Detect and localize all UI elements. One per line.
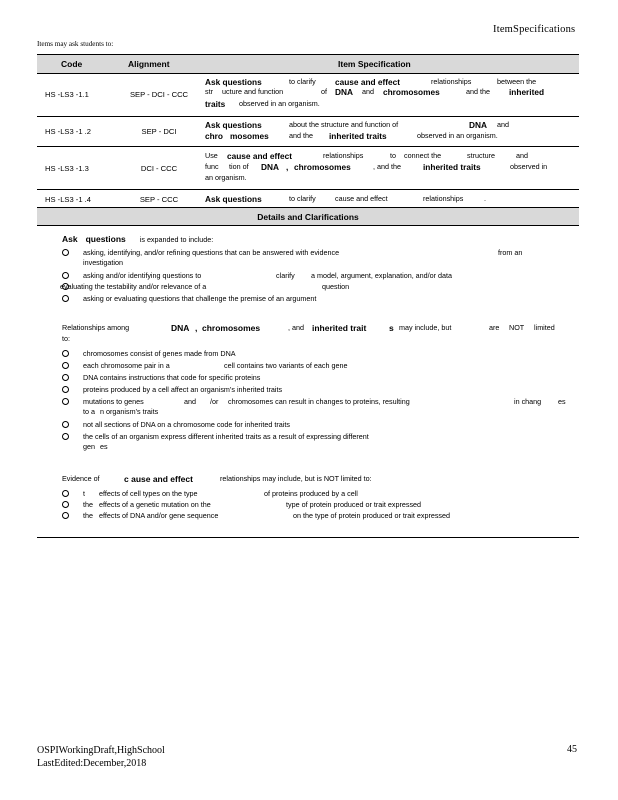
- lead-text: relationships may include, but is NOT limited to:: [220, 474, 372, 483]
- spec-text: observed in an organism.: [417, 131, 498, 140]
- spec-text: tion of: [229, 162, 249, 171]
- lead-text: questions: [85, 234, 126, 244]
- circle-bullet-icon: [62, 272, 69, 279]
- page-header-title: ItemSpecifications: [493, 24, 576, 35]
- list-item-text: asking, identifying, and/or refining questions that can be answered with evidence: [83, 248, 340, 257]
- spec-text: observed in an organism.: [239, 99, 320, 108]
- list-item-text: es: [558, 397, 566, 406]
- lead-text: s: [389, 323, 394, 333]
- list-item-text: clarify: [276, 271, 295, 280]
- spec-text: cause and effect: [335, 194, 388, 203]
- row-divider: [37, 189, 579, 190]
- spec-text: relationships: [431, 77, 472, 86]
- list-item-text: type of protein produced or trait expressed: [286, 500, 422, 509]
- spec-text: to: [390, 151, 396, 160]
- footer-line-2: LastEdited:December,2018: [37, 758, 147, 769]
- lead-text: are: [489, 323, 500, 332]
- spec-text: Ask questions: [205, 77, 262, 87]
- list-item-text: mutations to genes: [83, 397, 144, 406]
- circle-bullet-icon: [62, 501, 69, 508]
- list-item-text: on the type of protein produced or trait expressed: [293, 511, 451, 520]
- circle-bullet-icon: [62, 295, 69, 302]
- lead-text: is expanded to include:: [139, 235, 214, 244]
- circle-bullet-icon: [62, 362, 69, 369]
- circle-bullet-icon: [62, 512, 69, 519]
- list-item-text: the: [83, 500, 93, 509]
- list-item-text: of proteins produced by a cell: [264, 489, 358, 498]
- list-item-text: asking or evaluating questions that challenge the premise of an argument: [83, 294, 317, 303]
- list-item-text: asking and/or identifying questions to: [83, 271, 202, 280]
- spec-text: func: [205, 162, 219, 171]
- section-lead: [62, 234, 213, 244]
- list-item-text: a model, argument, explanation, and/or data: [311, 271, 453, 280]
- list-item-text: evaluating the testability and/or relevance of a: [60, 282, 207, 291]
- lead-text: c ause and effect: [124, 474, 193, 484]
- list-item-text: each chromosome pair in a: [83, 361, 170, 370]
- list-item-text: es: [100, 442, 108, 451]
- list-item-text: effects of a genetic mutation on the: [99, 500, 211, 509]
- row-alignment: SEP - CCC: [139, 195, 179, 204]
- list-item-text: proteins produced by a cell affect an organism’s inherited traits: [83, 385, 283, 394]
- spec-text: connect the: [404, 151, 442, 160]
- spec-text: chromosomes: [294, 162, 351, 172]
- circle-bullet-icon: [62, 433, 69, 440]
- lead-text: DNA: [171, 323, 190, 333]
- spec-text: and the: [289, 131, 313, 140]
- spec-text: and: [362, 87, 374, 96]
- spec-text: .: [484, 194, 486, 203]
- spec-text: Use: [205, 151, 218, 160]
- lead-text: , and: [288, 323, 304, 332]
- row-divider: [37, 116, 579, 117]
- section-lead: [62, 474, 542, 486]
- spec-text: DNA: [469, 120, 487, 130]
- spec-text: cause and effect: [227, 151, 293, 161]
- lead-text: Evidence of: [62, 474, 100, 483]
- list-item-text: gen: [83, 442, 95, 451]
- details-header: [37, 207, 579, 226]
- list-item-text: effects of DNA and/or gene sequence: [99, 511, 219, 520]
- spec-text: relationships: [323, 151, 364, 160]
- circle-bullet-icon: [62, 249, 69, 256]
- spec-text: inherited traits: [329, 131, 387, 141]
- spec-text: DNA: [335, 87, 353, 97]
- row-spec: [205, 77, 575, 109]
- bottom-rule: [37, 537, 579, 538]
- spec-text: Ask questions: [205, 120, 262, 130]
- row-spec: [205, 151, 575, 183]
- list-item-text: investigation: [83, 258, 123, 267]
- row-spec: [205, 120, 575, 142]
- spec-text: between the: [497, 77, 537, 86]
- spec-text: and: [516, 151, 528, 160]
- list-item-text: n organism’s traits: [100, 407, 159, 416]
- lead-text: Relationships among: [62, 323, 130, 332]
- spec-text: observed in: [510, 162, 548, 171]
- footer-line-1: OSPIWorkingDraft,HighSchool: [37, 745, 165, 756]
- lead-text: may include, but: [399, 323, 452, 332]
- row-code: HS -LS3 -1 .2: [45, 127, 92, 136]
- lead-text: chromosomes: [202, 323, 261, 333]
- col-alignment: Alignment: [128, 59, 170, 69]
- list-item-text: chromosomes can result in changes to proteins, resulting: [228, 397, 410, 406]
- row-code: HS -LS3 -1 .4: [45, 195, 92, 204]
- list-item-text: DNA contains instructions that code for specific proteins: [83, 373, 261, 382]
- spec-text: traits: [205, 99, 226, 109]
- spec-text: of: [321, 87, 327, 96]
- spec-text: , and the: [373, 162, 401, 171]
- lead-text: Ask: [62, 234, 78, 244]
- list-item-text: /or: [210, 397, 219, 406]
- spec-text: DNA: [261, 162, 279, 172]
- row-alignment: SEP - DCI: [141, 127, 177, 136]
- table-header: [37, 54, 579, 74]
- spec-text: str: [205, 87, 213, 96]
- circle-bullet-icon: [62, 374, 69, 381]
- spec-text: chro: [205, 131, 223, 141]
- spec-text: cause and effect: [335, 77, 401, 87]
- spec-text: Ask questions: [205, 194, 262, 204]
- spec-text: about the structure and function of: [289, 120, 399, 129]
- list-item-text: and: [184, 397, 196, 406]
- details-title: Details and Clarifications: [257, 212, 359, 222]
- col-item-specification: Item Specification: [338, 59, 411, 69]
- list-item-text: t: [83, 489, 85, 498]
- row-spec: [205, 194, 575, 205]
- list-item-text: the: [83, 511, 93, 520]
- spec-text: and: [497, 120, 509, 129]
- intro-text: Items may ask students to:: [37, 40, 114, 48]
- row-alignment: DCI - CCC: [140, 164, 178, 173]
- list-item-text: effects of cell types on the type: [99, 489, 198, 498]
- section-lead: [62, 323, 582, 343]
- spec-text: ,: [286, 162, 289, 172]
- lead-text: ,: [195, 323, 198, 333]
- list-item-text: cell contains two variants of each gene: [224, 361, 348, 370]
- spec-text: inherited: [509, 87, 545, 97]
- col-code: Code: [61, 59, 83, 69]
- list-item-text: in chang: [514, 397, 542, 406]
- list-item-text: to a: [83, 407, 95, 416]
- spec-text: to clarify: [289, 77, 316, 86]
- lead-text: inherited trait: [312, 323, 367, 333]
- spec-text: ucture and function: [222, 87, 284, 96]
- list-item-text: question: [322, 282, 350, 291]
- circle-bullet-icon: [62, 490, 69, 497]
- list-item-text: from an: [498, 248, 523, 257]
- row-divider: [37, 146, 579, 147]
- page-number: 45: [567, 744, 577, 755]
- spec-text: and the: [466, 87, 490, 96]
- spec-text: structure: [467, 151, 495, 160]
- lead-text: limited: [534, 323, 555, 332]
- list-item-text: the cells of an organism express different inherited traits as a result of expressing different: [83, 432, 369, 441]
- lead-text: to:: [62, 334, 70, 343]
- row-code: HS -LS3 -1.1: [45, 90, 89, 99]
- row-code: HS -LS3 -1.3: [45, 164, 89, 173]
- list-item-text: not all sections of DNA on a chromosome code for inherited traits: [83, 420, 290, 429]
- list-item-text: chromosomes consist of genes made from DNA: [83, 349, 236, 358]
- footer-left: [37, 744, 165, 770]
- circle-bullet-icon: [62, 350, 69, 357]
- circle-bullet-icon: [62, 386, 69, 393]
- spec-text: to clarify: [289, 194, 316, 203]
- spec-text: an organism.: [205, 173, 247, 182]
- circle-bullet-icon: [62, 398, 69, 405]
- circle-bullet-icon: [62, 421, 69, 428]
- row-alignment: SEP - DCI - CCC: [129, 90, 189, 99]
- spec-text: chromosomes: [383, 87, 440, 97]
- lead-text: NOT: [509, 323, 525, 332]
- spec-text: inherited traits: [423, 162, 481, 172]
- spec-text: mosomes: [230, 131, 269, 141]
- spec-text: relationships: [423, 194, 464, 203]
